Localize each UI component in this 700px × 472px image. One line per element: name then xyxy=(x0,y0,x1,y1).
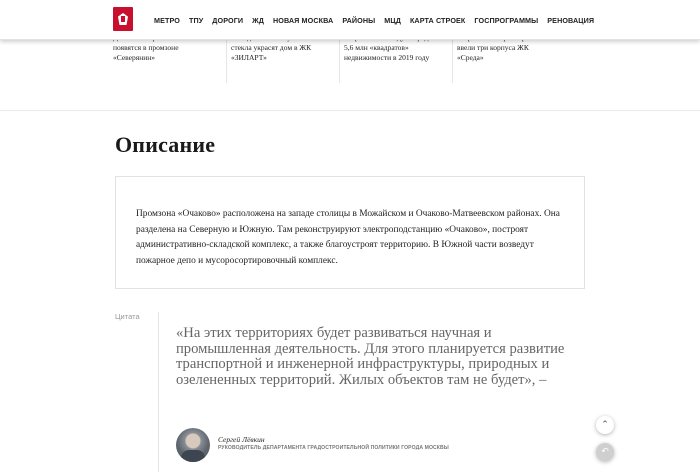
nav-item-roads[interactable]: ДОРОГИ xyxy=(212,15,244,25)
author-avatar xyxy=(176,428,210,462)
chevron-up-icon: ⌃ xyxy=(601,420,609,430)
nav-item-new-moscow[interactable]: НОВАЯ МОСКВА xyxy=(272,15,334,25)
nav-item-construction-map[interactable]: КАРТА СТРОЕК xyxy=(409,15,466,25)
back-button[interactable] xyxy=(596,443,614,461)
related-news-strip xyxy=(113,33,583,83)
main-nav xyxy=(154,0,594,40)
description-text: Промзона «Очаково» расположена на западе столицы в Можайском и Очаково-Матвеевском районах. Она разделена на Северную и Южную. Там реконструируют электроподстанцию «Очаково», построят административно-складской комплекс, а также благоустроят территорию. В Южной части возведут пожарное депо и мусоросортировочный комплекс. xyxy=(136,209,560,266)
description-heading: Описание xyxy=(115,132,216,157)
news-item-line: появятся в промзоне xyxy=(113,43,179,52)
nav-item-districts[interactable]: РАЙОНЫ xyxy=(342,15,376,25)
author-name: Сергей Лёвкин xyxy=(218,435,265,444)
news-item-line: недвижимости в 2019 году xyxy=(344,53,430,62)
back-arrow-icon: ↶ xyxy=(601,447,609,457)
scroll-up-button[interactable] xyxy=(596,416,614,434)
section-divider xyxy=(0,110,700,111)
quote-label: Цитата xyxy=(115,312,140,321)
news-divider xyxy=(226,35,227,83)
news-item-line: «Среда» xyxy=(457,53,484,62)
nav-item-state-programs[interactable]: ГОСПРОГРАММЫ xyxy=(474,15,539,25)
news-divider xyxy=(339,35,340,83)
news-divider xyxy=(452,35,453,83)
news-item-line: стекла украсят дом в ЖК xyxy=(231,43,312,52)
author-role: РУКОВОДИТЕЛЬ ДЕПАРТАМЕНТА ГРАДОСТРОИТЕЛЬНОЙ ПОЛИТИКИ ГОРОДА МОСКВЫ xyxy=(218,445,449,451)
quote-border xyxy=(158,312,159,472)
news-item-line: ввели три корпуса ЖК xyxy=(457,43,529,52)
news-item-line: «Северянин» xyxy=(113,53,155,62)
news-item-line: 5,6 млн «квадратов» xyxy=(344,43,409,52)
quote-text: «На этих территориях будет развиваться научная и промышленная деятельность. Для этого планируется развитие транспортной и инженерной инфраструктуры, природных и озелененных территорий. Жилых объектов там не будет», – xyxy=(176,325,565,388)
nav-item-mcd[interactable]: МЦД xyxy=(384,15,401,25)
moscow-logo-icon[interactable] xyxy=(113,7,133,31)
nav-item-tpu[interactable]: ТПУ xyxy=(188,15,204,25)
nav-item-railway[interactable]: ЖД xyxy=(252,15,264,25)
nav-item-renovation[interactable]: РЕНОВАЦИЯ xyxy=(547,15,595,25)
top-navigation-bar xyxy=(0,0,700,40)
news-item-line: «ЗИЛАРТ» xyxy=(231,53,267,62)
description-box xyxy=(115,176,585,289)
nav-item-metro[interactable]: МЕТРО xyxy=(154,15,180,25)
